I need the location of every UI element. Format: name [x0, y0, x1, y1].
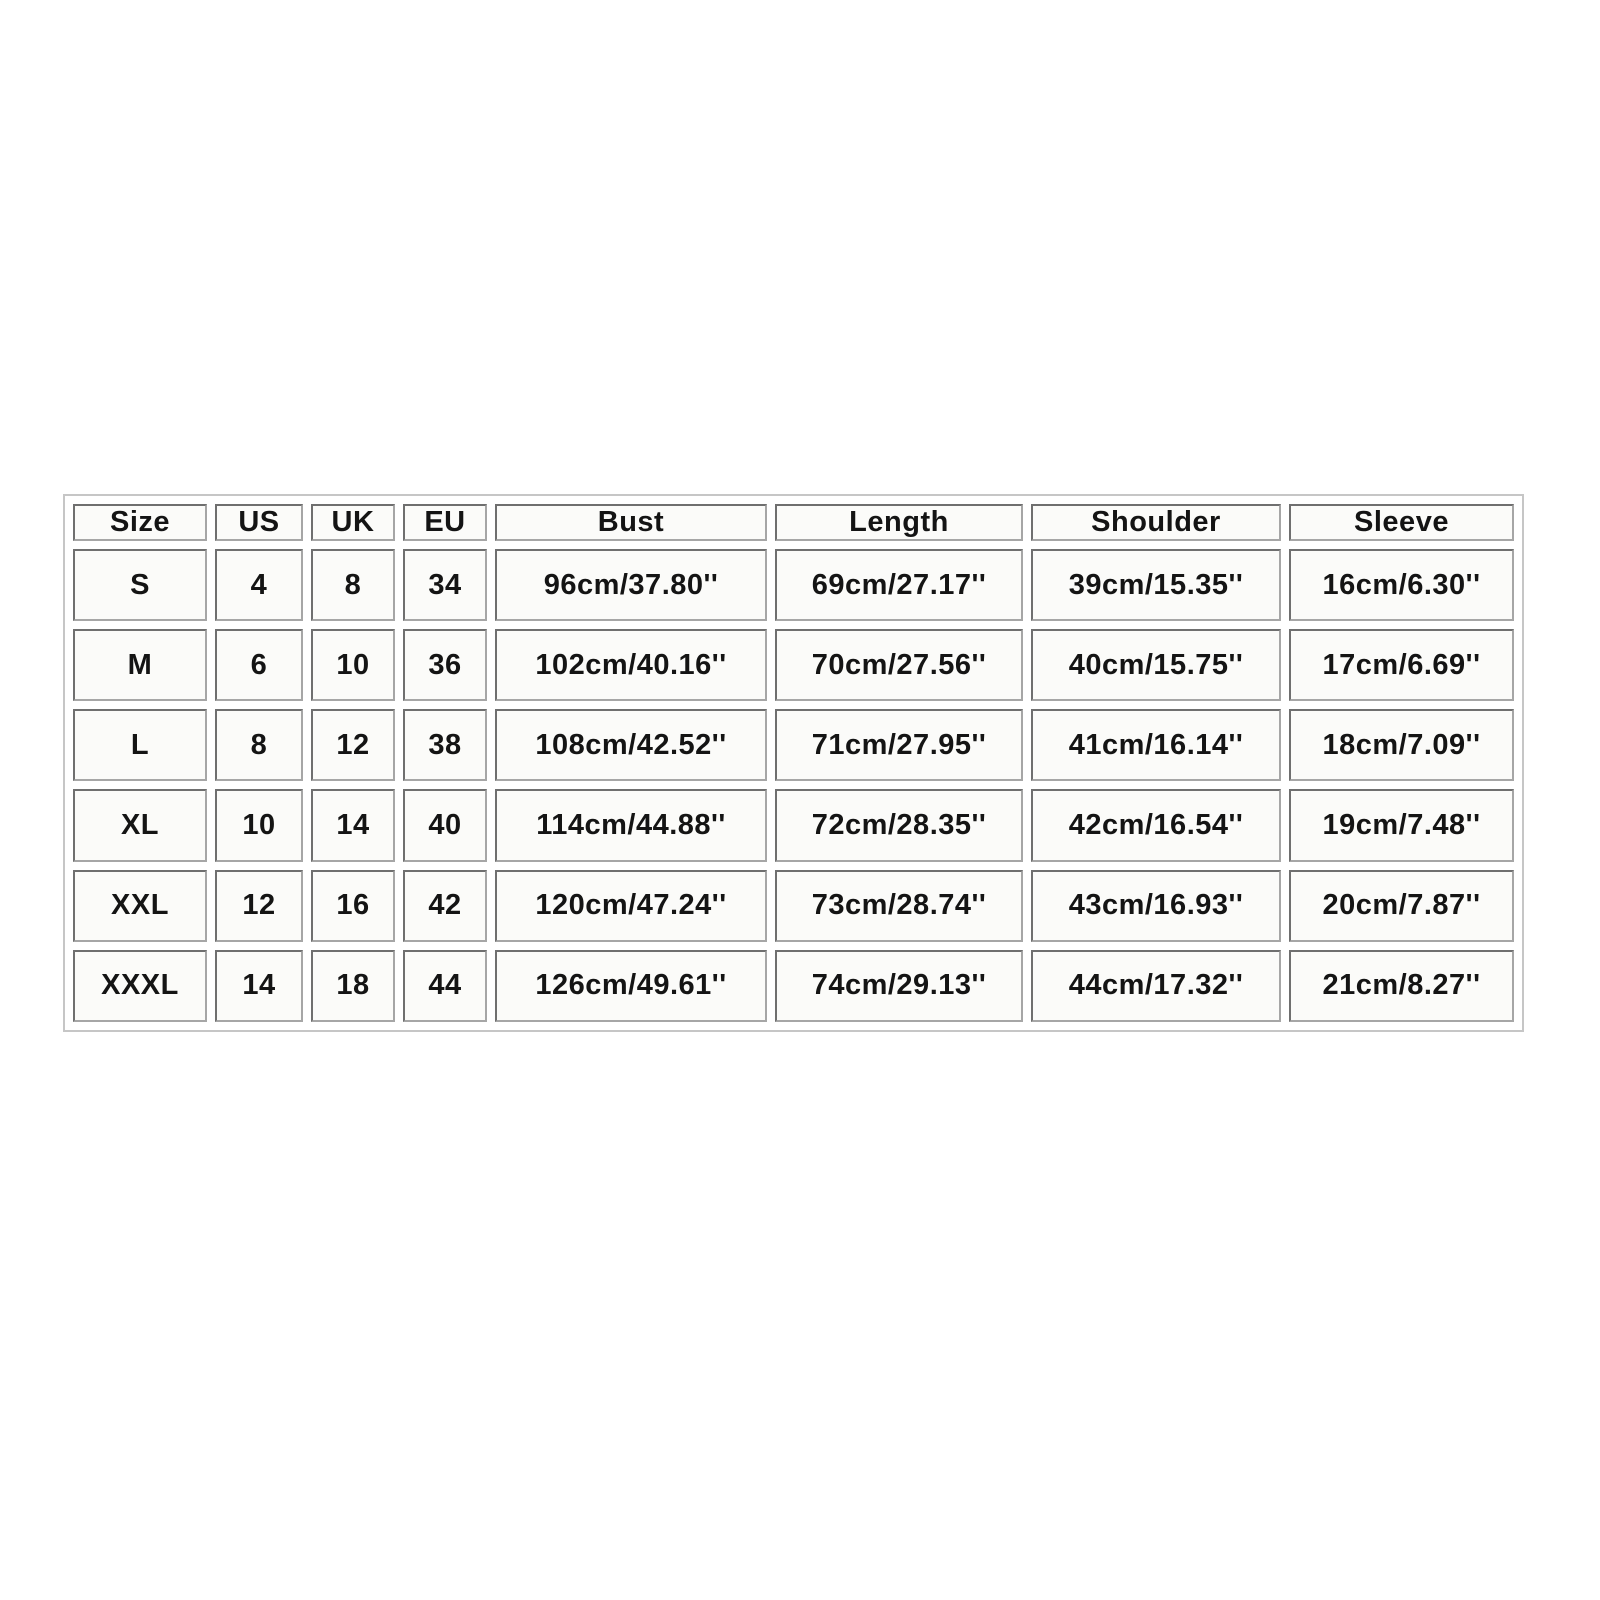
measurement-cell: 6	[215, 629, 303, 701]
table-row	[73, 789, 1514, 861]
measurement-cell: 102cm/40.16''	[495, 629, 767, 701]
measurement-cell: 38	[403, 709, 487, 781]
measurement-cell: 21cm/8.27''	[1289, 950, 1514, 1022]
measurement-cell: 18	[311, 950, 395, 1022]
measurement-cell: 41cm/16.14''	[1031, 709, 1281, 781]
measurement-cell: 44	[403, 950, 487, 1022]
measurement-cell: 40	[403, 789, 487, 861]
size-label-cell: XXL	[73, 870, 207, 942]
measurement-cell: 126cm/49.61''	[495, 950, 767, 1022]
size-chart-table	[63, 494, 1524, 1032]
size-label-cell: L	[73, 709, 207, 781]
measurement-cell: 39cm/15.35''	[1031, 549, 1281, 621]
measurement-cell: 108cm/42.52''	[495, 709, 767, 781]
measurement-cell: 43cm/16.93''	[1031, 870, 1281, 942]
measurement-cell: 17cm/6.69''	[1289, 629, 1514, 701]
measurement-cell: 74cm/29.13''	[775, 950, 1023, 1022]
table-row	[73, 629, 1514, 701]
column-header-length: Length	[775, 504, 1023, 541]
measurement-cell: 42	[403, 870, 487, 942]
measurement-cell: 44cm/17.32''	[1031, 950, 1281, 1022]
column-header-bust: Bust	[495, 504, 767, 541]
size-label-cell: S	[73, 549, 207, 621]
measurement-cell: 120cm/47.24''	[495, 870, 767, 942]
column-header-eu: EU	[403, 504, 487, 541]
size-label-cell: XXXL	[73, 950, 207, 1022]
measurement-cell: 19cm/7.48''	[1289, 789, 1514, 861]
measurement-cell: 69cm/27.17''	[775, 549, 1023, 621]
table-body	[73, 549, 1514, 1022]
measurement-cell: 8	[311, 549, 395, 621]
measurement-cell: 42cm/16.54''	[1031, 789, 1281, 861]
measurement-cell: 70cm/27.56''	[775, 629, 1023, 701]
measurement-cell: 4	[215, 549, 303, 621]
measurement-cell: 16cm/6.30''	[1289, 549, 1514, 621]
measurement-cell: 12	[215, 870, 303, 942]
measurement-cell: 10	[311, 629, 395, 701]
column-header-sleeve: Sleeve	[1289, 504, 1514, 541]
size-label-cell: XL	[73, 789, 207, 861]
measurement-cell: 10	[215, 789, 303, 861]
table-row	[73, 870, 1514, 942]
table-row	[73, 549, 1514, 621]
column-header-size: Size	[73, 504, 207, 541]
measurement-cell: 36	[403, 629, 487, 701]
measurement-cell: 71cm/27.95''	[775, 709, 1023, 781]
measurement-cell: 40cm/15.75''	[1031, 629, 1281, 701]
table-row	[73, 950, 1514, 1022]
measurement-cell: 96cm/37.80''	[495, 549, 767, 621]
measurement-cell: 16	[311, 870, 395, 942]
table-row	[73, 709, 1514, 781]
size-label-cell: M	[73, 629, 207, 701]
measurement-cell: 114cm/44.88''	[495, 789, 767, 861]
measurement-cell: 20cm/7.87''	[1289, 870, 1514, 942]
measurement-cell: 12	[311, 709, 395, 781]
measurement-cell: 34	[403, 549, 487, 621]
column-header-shoulder: Shoulder	[1031, 504, 1281, 541]
measurement-cell: 18cm/7.09''	[1289, 709, 1514, 781]
measurement-cell: 14	[215, 950, 303, 1022]
measurement-cell: 73cm/28.74''	[775, 870, 1023, 942]
measurement-cell: 8	[215, 709, 303, 781]
measurement-cell: 72cm/28.35''	[775, 789, 1023, 861]
measurement-cell: 14	[311, 789, 395, 861]
column-header-us: US	[215, 504, 303, 541]
header-row	[73, 504, 1514, 541]
column-header-uk: UK	[311, 504, 395, 541]
